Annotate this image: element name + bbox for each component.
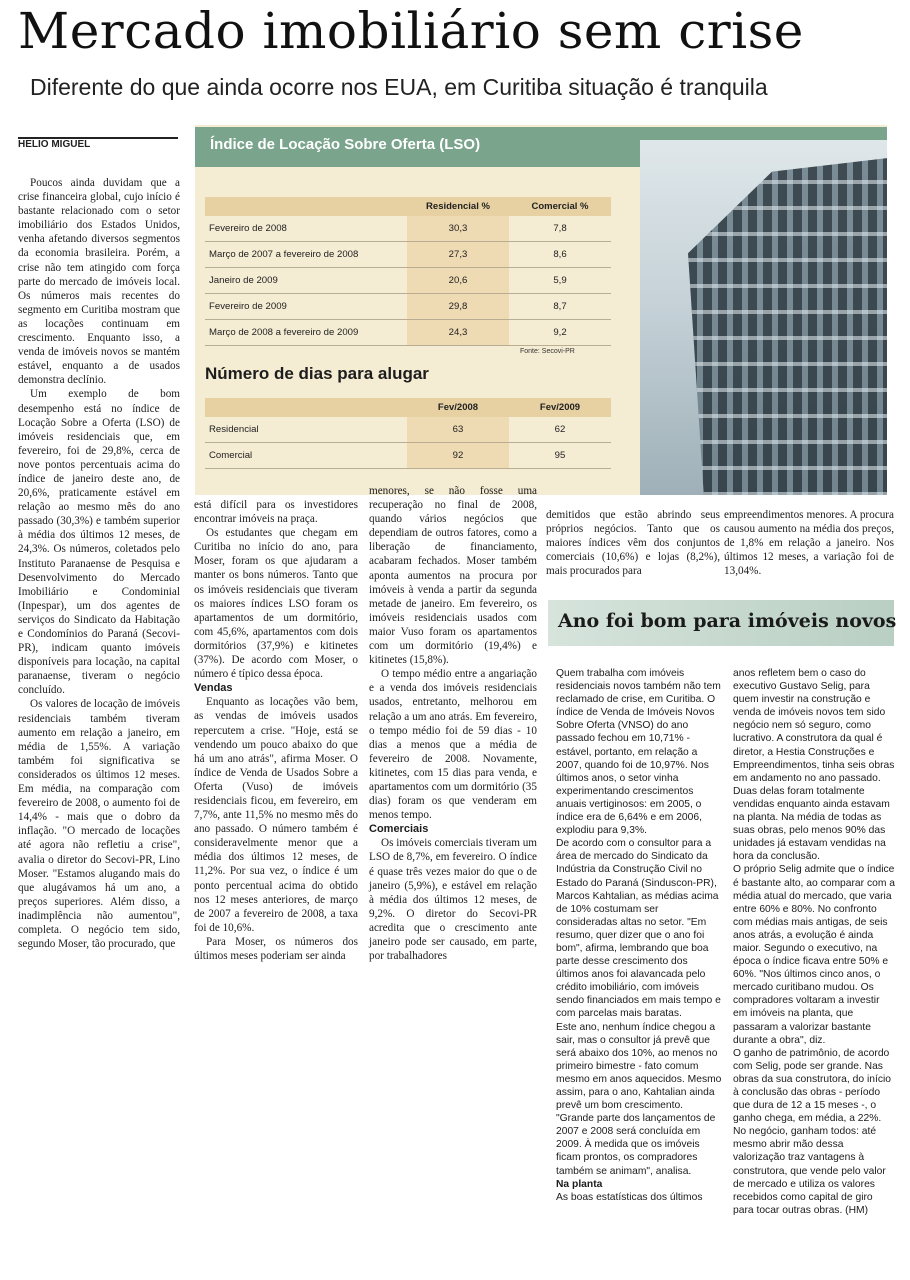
lso-period: Março de 2008 a fevereiro de 2009 xyxy=(205,320,407,346)
days-header-fev2009: Fev/2009 xyxy=(509,398,611,417)
table-row xyxy=(205,216,611,242)
sidebar-subhead: Na planta xyxy=(556,1178,603,1190)
table-row xyxy=(205,443,611,469)
sidebar-title: Ano foi bom para imóveis novos xyxy=(558,610,897,632)
article-column-5-top xyxy=(724,508,894,578)
article-paragraph: Os valores de locação de imóveis residenciais também tiveram aumento em relação a janeiro, em média de 1,55%. A variação também foi significativa se considerados os últimos 12 meses. Em média, na comparação com fevereiro de 2008, o aumento foi de 14,4% - mais que o dobro da inflação. "O mercado de locações até agora não refletiu a crise", avalia o diretor do Secovi-PR, Lino Moser. "Estamos alugando mais do que alugávamos há um ano, a preços superiores. Além disso, a inadimplência não aumentou", completa. O negócio tem sido, segundo Moser, tão procurado, que xyxy=(18,698,180,951)
sidebar-paragraph: Quem trabalha com imóveis residenciais novos também não tem reclamado de crise, em Curitiba. O índice de Venda de Imóveis Novos Sobre Oferta (VNSO) do ano passado fechou em 10,71% - estável, portanto, em relação a 2007, quando foi de 10,97%. Nos últimos anos, o setor vinha experimentando crescimentos anuais vertiginosos: em 2005, o índice era de 6,64% e em 2006, explodiu para 9,3%. xyxy=(556,668,721,837)
sidebar-paragraph: O ganho de patrimônio, de acordo com Selig, pode ser grande. Nas obras da sua construtora, do início à conclusão das obras - período que dura de 12 a 15 meses -, o ganho chega, em média, a 22%. No negócio, ganham todos: até mesmo abrir mão dessa valorização traz vantagens à construtora, que vende pelo valor de mercado e utiliza os valores recebidos como capital de giro para tocar outras obras. (HM) xyxy=(733,1047,891,1216)
article-paragraph: Os estudantes que chegam em Curitiba no início do ano, para Moser, foram os que ajudaram a manter os bons números. Tanto que os imóveis residenciais que tiveram os maiores índices LSO foram os apartamentos de um dormitório, com 45,6%, apartamentos com dois dormitórios (37,9%) e kitinetes (37%). De acordo com Moser, o número é típico dessa época. xyxy=(194,527,358,681)
lso-residencial-value: 27,3 xyxy=(407,242,509,268)
article-column-1 xyxy=(18,176,180,951)
lso-comercial-value: 5,9 xyxy=(509,268,611,294)
article-paragraph: Para Moser, os números dos últimos meses poderiam ser ainda xyxy=(194,935,358,962)
days-header-fev2008: Fev/2008 xyxy=(407,398,509,417)
table-source: Fonte: Secovi-PR xyxy=(520,348,575,355)
lso-comercial-value: 7,8 xyxy=(509,216,611,242)
table-row xyxy=(205,294,611,320)
days-fev2008-value: 92 xyxy=(407,443,509,469)
lso-residencial-value: 30,3 xyxy=(407,216,509,242)
article-column-3 xyxy=(369,484,537,963)
days-fev2009-value: 95 xyxy=(509,443,611,469)
building-floors-shape xyxy=(688,158,887,495)
sidebar-paragraph: De acordo com o consultor para a área de mercado do Sindicato da Indústria da Construção Civil no Estado do Paraná (Sinduscon-PR), Marcos Kahtalian, as médias acima de 10% costumam ser consideradas altas no setor. "Em resumo, quer dizer que o ano foi bom", afirma, lembrando que boa parte desse crescimento dos últimos anos foi alavancada pelo crédito imobiliário, com imóveis sendo financiados em mais tempo e com parcelas mais baratas. xyxy=(556,838,721,1020)
lso-period: Fevereiro de 2009 xyxy=(205,294,407,320)
sidebar-column-2 xyxy=(733,667,895,1217)
article-paragraph: Um exemplo de bom desempenho está no índice de Locação Sobre a Oferta (LSO) de imóveis residenciais que, em fevereiro, foi de 29,8%, cerca de nove pontos percentuais acima do índice de janeiro deste ano, de 20,6%, praticamente estável em relação ao mesmo mês do ano passado (30,3%) e também superior à média dos últimos 12 meses, de 24,3%. Os números, coletados pelo Instituto Paranaense de Pesquisa e Desenvolvimento do Mercado Imobiliário e Condominial (Inpespar), um dos agentes de serviços do Sindicato da Habitação e Condomínios do Paraná (Secovi-PR), indicam quanto imóveis disponíveis para locação, na capital paranaense, tiveram o negócio concluído. xyxy=(18,388,180,697)
article-paragraph: Os imóveis comerciais tiveram um LSO de 8,7%, em fevereiro. O índice é quase três vezes maior do que o de janeiro (5,9%), e estável em relação à média dos últimos 12 meses, de 9,2%. O diretor do Secovi-PR acredita que o crescimento ante janeiro pode ser causado, em parte, por trabalhadores xyxy=(369,837,537,963)
days-fev2008-value: 63 xyxy=(407,417,509,443)
article-paragraph: empreendimentos menores. A procura causou aumento na média dos preços, de 1,8% em relação a janeiro. Nos últimos 12 meses, a variação foi de 13,04%. xyxy=(724,509,894,578)
days-fev2009-value: 62 xyxy=(509,417,611,443)
article-paragraph: Poucos ainda duvidam que a crise financeira global, cujo início é bastante relacionado com o setor imobiliário dos Estados Unidos, venha afetando diversos segmentos da economia brasileira. Porém, a crise não tem atingido com força parte do mercado de imóveis local. Os números mais recentes do segmento em Curitiba mostram que as locações continuam em crescimento. Enquanto isso, a venda de imóveis novos se mantém estável, enquanto a de usados demonstra declínio. xyxy=(18,177,180,387)
byline: HELIO MIGUEL xyxy=(18,139,91,150)
lso-period: Janeiro de 2009 xyxy=(205,268,407,294)
sidebar-paragraph: As boas estatísticas dos últimos xyxy=(556,1191,703,1203)
section-subhead-vendas: Vendas xyxy=(194,682,233,695)
lso-residencial-value: 20,6 xyxy=(407,268,509,294)
article-paragraph: menores, se não fosse uma recuperação no final de 2008, quando vários negócios que dependiam de outros fatores, como a liberação de financiamento, acabaram fechados. Moser também aponta aumentos na procura por imóveis à venda a partir da segunda metade de janeiro. Em fevereiro, os imóveis residenciais usados com maior Vuso foram os apartamentos com um dormitório (19,4%) e kitinetes (15,8%). xyxy=(369,485,537,667)
days-category: Comercial xyxy=(205,443,407,469)
sidebar-paragraph: O próprio Selig admite que o índice é bastante alto, ao comparar com a média atual do mercado, que varia entre 60% e 80%. No confronto com médias mais antigas, de seis anos atrás, a evolução é ainda maior. Segundo o executivo, na época o índice ficava entre 50% e 60%. "Nos últimos cinco anos, o mercado curitibano mudou. Os compradores voltaram a investir em imóveis na planta, que passaram a valorizar bastante durante a obra", diz. xyxy=(733,864,895,1046)
infographic-title: Índice de Locação Sobre Oferta (LSO) xyxy=(210,136,481,153)
lso-residencial-value: 29,8 xyxy=(407,294,509,320)
sidebar-column-1 xyxy=(556,667,722,1204)
subheadline: Diferente do que ainda ocorre nos EUA, em Curitiba situação é tranquila xyxy=(30,74,768,100)
lso-period: Março de 2007 a fevereiro de 2008 xyxy=(205,242,407,268)
article-paragraph: O tempo médio entre a angariação e a venda dos imóveis residenciais usados, entretanto, melhorou em relação a um ano atrás. Em fevereiro, o tempo médio foi de 59 dias - 10 dias a menos que a média de fevereiro de 2008. Novamente, kitinetes, com 15 dias para venda, e apartamentos com um dormitório (35 dias) foram os que venderam em menos tempo. xyxy=(369,668,537,822)
lso-comercial-value: 8,6 xyxy=(509,242,611,268)
headline: Mercado imobiliário sem crise xyxy=(18,2,804,60)
lso-header-residencial: Residencial % xyxy=(407,197,509,216)
lso-residencial-value: 24,3 xyxy=(407,320,509,346)
days-header-label xyxy=(205,398,407,417)
lso-header-label xyxy=(205,197,407,216)
lso-header-comercial: Comercial % xyxy=(509,197,611,216)
section-subhead-comerciais: Comerciais xyxy=(369,823,429,836)
table-row xyxy=(205,268,611,294)
lso-table xyxy=(205,197,611,346)
article-column-2 xyxy=(194,498,358,963)
table-row xyxy=(205,242,611,268)
article-paragraph: demitidos que estão abrindo seus próprios negócios. Tanto que os maiores índices vêm dos conjuntos comerciais (10,6%) e lojas (8,2%), mais procurados para xyxy=(546,509,720,578)
days-category: Residencial xyxy=(205,417,407,443)
days-table xyxy=(205,398,611,469)
sidebar-paragraph: anos refletem bem o caso do executivo Gustavo Selig, para quem investir na construção e venda de imóveis novos tem sido negócio nem só seguro, como lucrativo. A construtora da qual é diretor, a Hestia Construções e Empreendimentos, tinha seis obras em andamento no ano passado. Duas delas foram totalmente vendidas enquanto ainda estavam na planta. Na média de todas as suas obras, pelo menos 90% das unidades já estavam vendidas na hora da conclusão. xyxy=(733,668,895,863)
lso-period: Fevereiro de 2008 xyxy=(205,216,407,242)
table-row xyxy=(205,417,611,443)
article-paragraph: Enquanto as locações vão bem, as vendas de imóveis usados repercutem a crise. "Hoje, está se vendendo um pouco abaixo do que há um ano atrás", afirma Moser. O índice de Venda de Usados Sobre a Oferta (Vuso) de imóveis residenciais ficou, em fevereiro, em 7,7%, ante 11,5% no mesmo mês do ano passado. O número também é consideravelmente menor que a média dos últimos 12 meses, de 11,2%. Por sua vez, o índice é um ponto percentual acima do obtido nos 12 meses anteriores, de março de 2007 a fevereiro de 2008, a taxa foi de 10,6%. xyxy=(194,696,358,934)
days-table-title: Número de dias para alugar xyxy=(205,364,429,383)
table-row xyxy=(205,320,611,346)
lso-comercial-value: 8,7 xyxy=(509,294,611,320)
sidebar-paragraph: Este ano, nenhum índice chegou a sair, mas o consultor já prevê que será abaixo dos 10%, ao menos no primeiro bimestre - fato comum mesmo em anos aquecidos. Mesmo assim, para o ano, Kahtalian ainda prevê um bom crescimento. "Grande parte dos lançamentos de 2007 e 2008 será concluída em 2009. À medida que os imóveis ficam prontos, os compradores também se animam", analisa. xyxy=(556,1021,722,1177)
article-paragraph: está difícil para os investidores encontrar imóveis na praça. xyxy=(194,499,358,526)
article-column-4-top xyxy=(546,508,720,578)
building-photo xyxy=(640,140,887,495)
lso-comercial-value: 9,2 xyxy=(509,320,611,346)
